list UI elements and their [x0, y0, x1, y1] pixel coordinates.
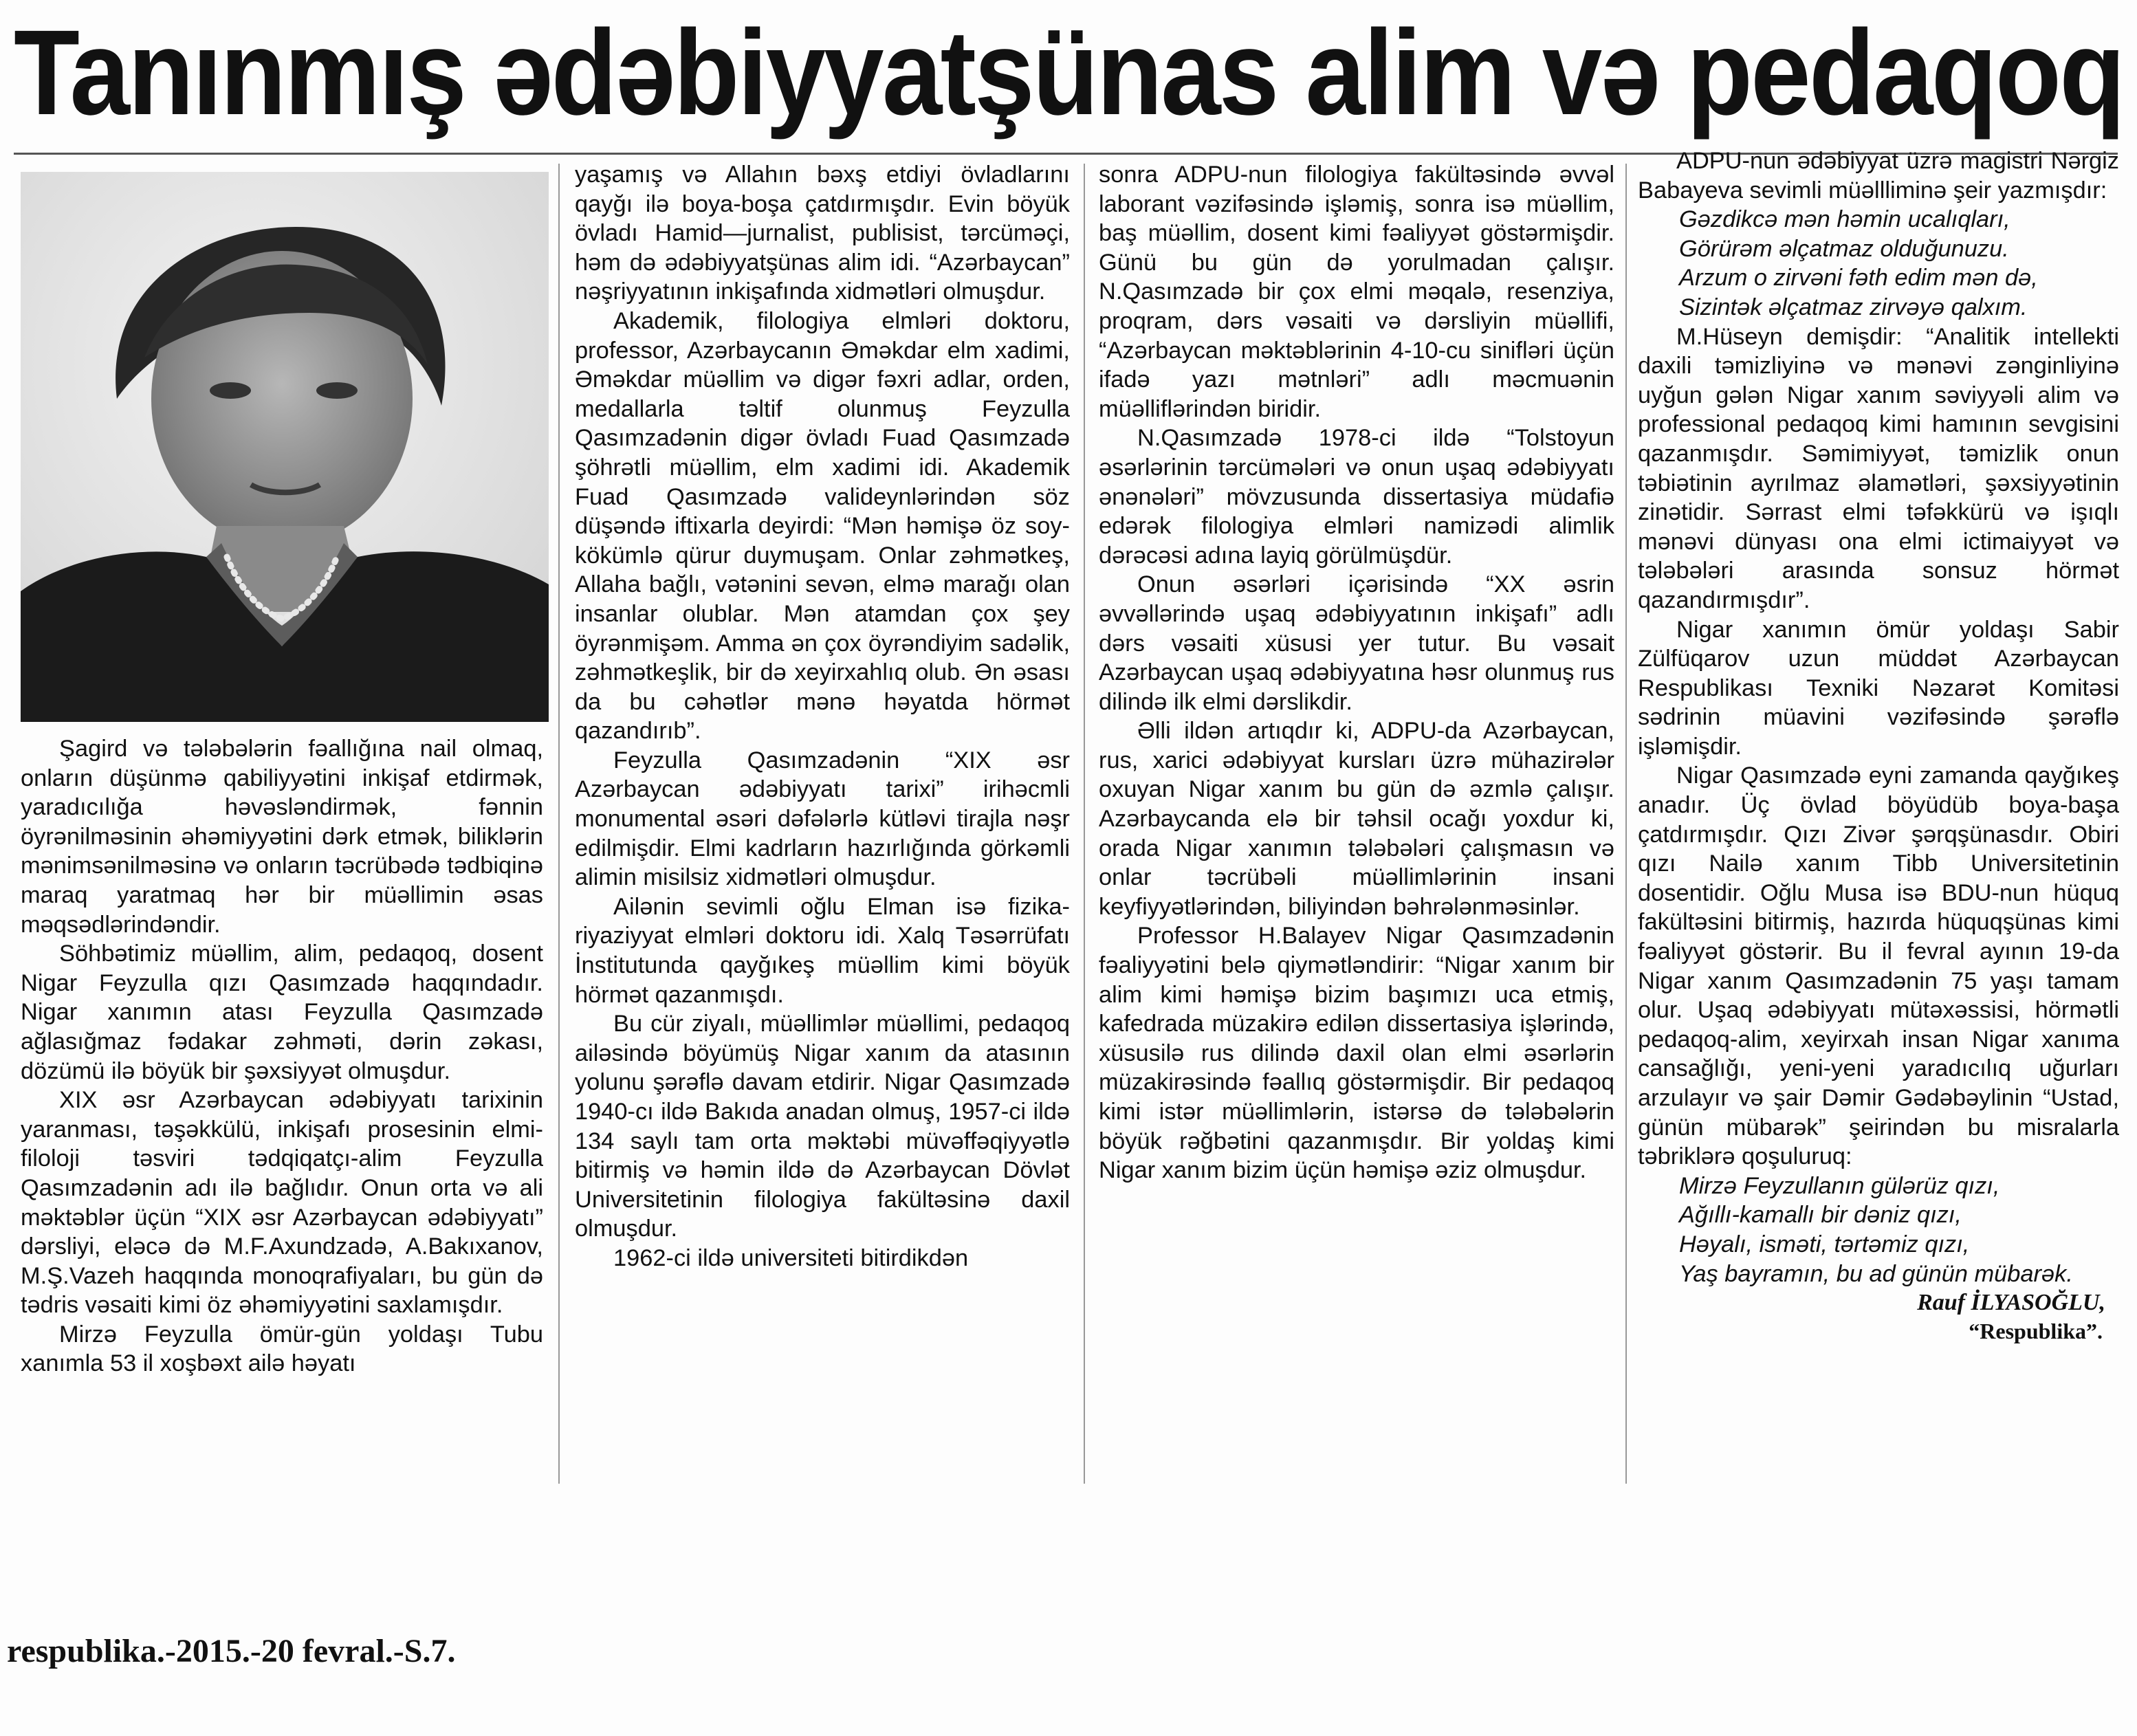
author-byline: Rauf İLYASOĞLU, [1917, 1290, 2105, 1316]
column-divider [1625, 164, 1627, 1484]
citation-footer: respublika.-2015.-20 fevral.-S.7. [7, 1633, 456, 1669]
verse-line: Gəzdikcə mən həmin ucalıqları, [1679, 206, 2010, 233]
paragraph: sonra ADPU-nun filologiya fakültəsində əvvəl laborant vəzifəsində işləmiş, sonra isə müəllim, baş müəllim, dosent kimi fəaliyyət göstərmişdir. Günü bu gün də yorulmadan çalışır. N.Qasımzadə bir çox elmi məqalə, resenziya, proqram, dərs vəsaiti və dərsliyin müəllifi, “Azərbaycan məktəblərinin 4-10-cu sinifləri üçün ifadə yazı mətnləri” adlı məcmuənin müəlliflərindən biridir. [1099, 162, 1614, 422]
paragraph: ADPU-nun ədəbiyyat üzrə magistri Nərgiz Babayeva sevimli müəllliminə şeir yazmışdır: [1638, 148, 2119, 204]
paragraph: yaşamış və Allahın bəxş etdiyi övladlarını qayğı ilə boya-boşa çatdırmışdır. Evin böyük övladı Hamid—jurnalist, publisist, tərcüməçi, həm də ədəbiyyatşünas alim idi. “Azərbaycan” nəşriyyatının inkişafında xidmətləri olmuşdur. [575, 162, 1070, 305]
paragraph: Nigar Qasımzadə eyni zamanda qayğıkeş anadır. Üç övlad böyüdüb boya-başa çatdırmışdır. Qızı Zivər şərqşünasdır. Obiri qızı Nailə xanım Tibb Universitetinin dosentidir. Oğlu Musa isə BDU-nun hüquq fakültəsini bitirmiş, hazırda hüquqşünas kimi fəaliyyət göstərir. Bu il fevral ayının 19-da Nigar xanım Qasımzadənin 75 yaşı tamam olur. Uşaq ədəbiyyatı mütəxəssisi, hörmətli pedaqoq-alim, xeyirxah insan Nigar xanıma cansağlığı, yeni-yeni yaradıcılıq uğurları arzulayır və şair Dəmir Gədəbəylinin “Ustad, günün mübarək” şeirindən bu misralarla təbriklərə qoşuluruq: [1638, 762, 2119, 1170]
verse-line: Ağıllı-kamallı bir dəniz qızı, [1679, 1202, 1962, 1229]
column-divider [1084, 164, 1085, 1484]
headline: Tanınmış ədəbiyyatşünas alim və pedaqoq [14, 6, 2124, 140]
paragraph: Nigar xanımın ömür yoldaşı Sabir Zülfüqarov uzun müddət Azərbaycan Respublikası Texniki Nəzarət Komitəsi sədrinin müavini vəzifəsində şərəflə işləmişdir. [1638, 616, 2119, 760]
verse-line: Həyalı, isməti, tərtəmiz qızı, [1679, 1231, 1970, 1257]
verse-line: Mirzə Feyzullanın gülərüz qızı, [1679, 1172, 2000, 1199]
article-column-1 [21, 734, 543, 1378]
paragraph: XIX əsr Azərbaycan ədəbiyyatı tarixinin yaranması, təşəkkülü, inkişafı prosesinin elmi-filoloji təsviri tədqiqatçı-alim Feyzulla Qasımzadənin adı ilə bağlıdır. Onun orta və ali məktəblər üçün “XIX əsr Azərbaycan ədəbiyyatı” dərsliyi, eləcə də M.F.Axundzadə, A.Bakıxanov, M.Ş.Vazeh haqqında monoqrafiyaları, bu gün də tədris vəsaiti kimi öz əhəmiyyətini saxlamışdır. [21, 1087, 543, 1319]
paragraph: N.Qasımzadə 1978-ci ildə “Tolstoyun əsərlərinin tərcümələri və onun uşaq ədəbiyyatı ənənələri” mövzusunda dissertasiya müdafiə edərək filologiya elmləri namizədi alimlik dərəcəsi adına layiq görülmüşdür. [1099, 425, 1614, 569]
paragraph: 1962-ci ildə universiteti bitirdikdən [613, 1244, 969, 1271]
paragraph: Söhbətimiz müəllim, alim, pedaqoq, dosent Nigar Feyzulla qızı Qasımzadə haqqındadır. Nigar xanımın atası Feyzulla Qasımzadə ağlasığmaz fədakar zəhməti, dərin zəkası, dözümü ilə böyük bir şəxsiyyət olmuşdur. [21, 941, 543, 1084]
verse-line: Görürəm əlçatmaz olduğunuzu. [1679, 235, 2009, 262]
article-column-4 [1638, 146, 2119, 1345]
photo-eye-left [210, 382, 251, 399]
verse-line: Arzum o zirvəni fəth edim mən də, [1679, 265, 2038, 292]
paragraph: Bu cür ziyalı, müəllimlər müəllimi, pedaqoq ailəsində böyümüş Nigar xanım da atasının yolunu şərəflə davam etdirir. Nigar Qasımzadə 1940-cı ildə Bakıda anadan olmuş, 1957-ci ildə 134 saylı tam orta məktəbi müvəffəqiyyətlə bitirmiş və həmin ildə də Azərbaycan Dövlət Universitetinin filologiya fakültəsinə daxil olmuşdur. [575, 1011, 1070, 1242]
portrait-photo [21, 172, 549, 722]
verse-line: Sizintək əlçatmaz zirvəyə qalxım. [1679, 294, 2028, 320]
photo-eye-right [316, 382, 358, 399]
paragraph: Onun əsərləri içərisində “XX əsrin əvvəllərində uşaq ədəbiyyatının inkişafı” adlı dərs vəsaiti xüsusi yer tutur. Bu vəsait Azərbaycan uşaq ədəbiyyatına həsr olunmuş rus dilində ilk elmi dərslikdir. [1099, 571, 1614, 715]
paragraph: Mirzə Feyzulla ömür-gün yoldaşı Tubu xanımla 53 il xoşbəxt ailə həyatı [21, 1321, 543, 1377]
paragraph: Akademik, filologiya elmləri doktoru, professor, Azərbaycanın Əməkdar elm xadimi, Əməkdar müəllim və digər fəxri adlar, orden, medallarla təltif olunmuş Feyzulla Qasımzadənin digər övladı Fuad Qasımzadə şöhrətli müəllim, elm xadimi idi. Akademik Fuad Qasımzadə valideynlərindən söz düşəndə iftixarla deyirdi: “Mən həmişə öz soy-kökümlə qürur duymuşam. Onlar zəhmətkeş, Allaha bağlı, vətənini sevən, elmə marağı olan insanlar olublar. Mən atamdan çox şey öyrənmişəm. Amma ən çox öyrəndiyim sadəlik, zəhmətkeşlik, bir də xeyirxahlıq olub. Ən əsası da bu cəhətlər mənə həyatda hörmət qazandırıb”. [575, 307, 1070, 745]
verse-line: Yaş bayramın, bu ad günün mübarək. [1679, 1260, 2073, 1287]
paragraph: Ailənin sevimli oğlu Elman isə fizika-riyaziyyat elmləri doktoru idi. Xalq Təsərrüfatı İnstitutunda qayğıkeş müəllim kimi böyük hörmət qazanmışdı. [575, 893, 1070, 1008]
article-column-2 [575, 160, 1070, 1273]
article-column-3 [1099, 160, 1614, 1185]
paragraph: M.Hüseyn demişdir: “Analitik intellekti daxili təmizliyinə və mənəvi zənginliyinə uyğun gələn Nigar xanım səviyyəli alim və professional pedaqoq kimi hamının sevgisini qazanmışdır. Səmimiyyət, təmizlik onun təbiətinin ayrılmaz əlamətləri, şəxsiyyətinin zinətidir. Sərrast elmi təfəkkürü və işıqlı mənəvi dünyası ona elmi ictimaiyyət və tələbələri arasında sonsuz hörmət qazandırmışdır”. [1638, 323, 2119, 613]
column-divider [558, 164, 560, 1484]
paragraph: Feyzulla Qasımzadənin “XIX əsr Azərbaycan ədəbiyyatı tarixi” irihəcmli monumental əsəri dəfələrlə kütləvi tirajla nəşr edilmişdir. Elmi kadrların hazırlığında görkəmli alimin misilsiz xidmətləri olmuşdur. [575, 747, 1070, 891]
paragraph: Şagird və tələbələrin fəallığına nail olmaq, onların düşünmə qabiliyyətini inkişaf etdirmək, yaradıcılığa həvəsləndirmək, fənnin öyrənilməsinin əhəmiyyətini dərk etmək, biliklərin mənimsənilməsinə və onların təcrübədə tədbiqinə maraq yaratmaq hər bir müəllimin əsas məqsədlərindəndir. [21, 736, 543, 938]
source-byline: “Respublika”. [1969, 1319, 2103, 1344]
paragraph: Professor H.Balayev Nigar Qasımzadənin fəaliyyətini belə qiymətləndirir: “Nigar xanım bir alim kimi həmişə bizim başımızı uca etmiş, kafedrada müzakirə edilən dissertasiya işlərində, xüsusilə rus dilində daxil olan elmi əsərlərin müzakirəsində fəallıq göstərmişdir. Bir pedaqoq kimi istər müəllimlərin, istərsə də tələbələrin böyük rəğbətini qazanmışdır. Bir yoldaş kimi Nigar xanım bizim üçün həmişə əziz olmuşdur. [1099, 923, 1614, 1184]
paragraph: Əlli ildən artıqdır ki, ADPU-da Azərbaycan, rus, xarici ədəbiyyat kursları üzrə mühazirələr oxuyan Nigar xanım bu gün də əzmlə çalışır. Azərbaycanda elə bir təhsil ocağı yoxdur ki, orada Nigar xanımın tələbələri çalışmasın və onlar təcrübəli müəllimlərinin insani keyfiyyətlərindən, biliyindən bəhrələnməsinlər. [1099, 718, 1614, 920]
